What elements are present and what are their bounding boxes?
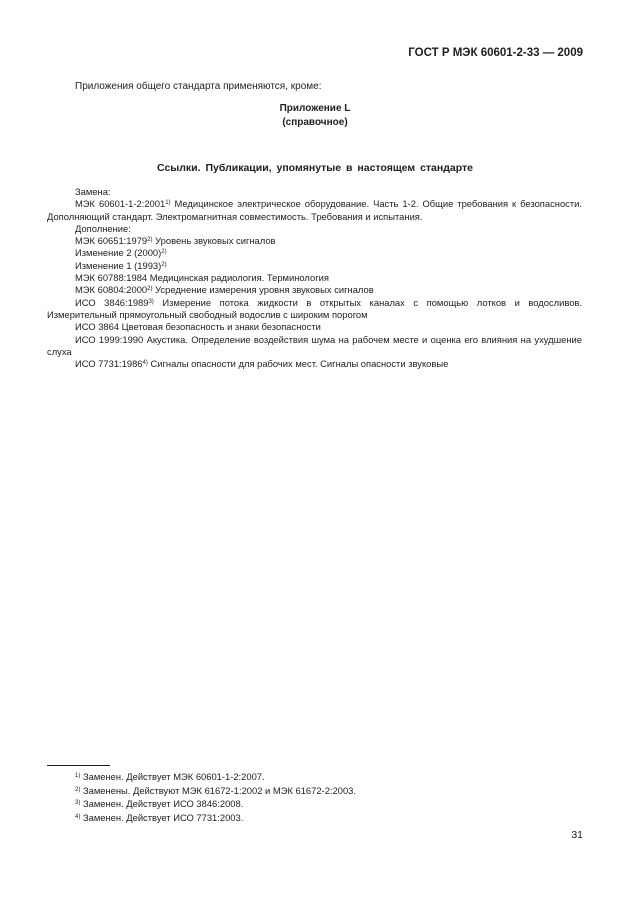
footnote: $^{2)}$ Заменены. Действуют МЭК 61672-1:2002 и МЭК 61672-2:2003. xyxy=(75,784,356,796)
references-title: Ссылки. Публикации, упомянутые в настоящем стандарте xyxy=(157,162,473,174)
footnote: $^{3)}$ Заменен. Действует ИСО 3846:2008. xyxy=(75,798,244,810)
reference-entry: МЭК 60651:1979$^{2)}$ Уровень звуковых сигналов xyxy=(75,235,276,247)
reference-entry: Дополнение: xyxy=(75,222,131,234)
appendix-heading xyxy=(0,102,630,130)
reference-entry: ИСО 7731:1986$^{4)}$ Сигналы опасности для рабочих мест. Сигналы опасности звуковые xyxy=(75,358,449,370)
reference-entry: МЭК 60788:1984 Медицинская радиология. Терминология xyxy=(75,272,329,284)
page-number: 31 xyxy=(571,829,583,841)
reference-entry: Замена: xyxy=(75,186,111,197)
appendix-title: Приложение L xyxy=(279,103,351,114)
reference-entry: МЭК 60601-1-2:2001$^{1)}$ Медицинское электрическое оборудование. Часть 1-2. Общие требования к безопасности. Дополняющий стандарт. Электромагнитная совместимость. Требования и испытания. xyxy=(47,198,582,222)
reference-entry: Изменение 1 $(1993)^{2)}$ xyxy=(75,259,167,271)
appendix-subtitle: (справочное) xyxy=(282,117,348,128)
footnote-divider xyxy=(47,765,110,766)
footnote: $^{4)}$ Заменен. Действует ИСО 7731:2003. xyxy=(75,811,244,823)
references-list xyxy=(47,186,582,370)
footnotes xyxy=(75,770,356,824)
standard-header: ГОСТ Р МЭК 60601-2-33 — 2009 xyxy=(408,47,583,59)
reference-entry: МЭК 60804:2000$^{2)}$ Усреднение измерения уровня звуковых сигналов xyxy=(75,284,374,296)
reference-entry: ИСО 3864 Цветовая безопасность и знаки безопасности xyxy=(75,321,321,333)
intro-text: Приложения общего стандарта применяются, кроме: xyxy=(75,81,322,92)
reference-entry: Изменение 2 $(2000)^{2)}$ xyxy=(75,247,167,259)
reference-entry: ИСО 1999:1990 Акустика. Определение воздействия шума на рабочем месте и оценка его влияния на ухудшение слуха xyxy=(47,333,582,357)
reference-entry: ИСО 3846:1989$^{3)}$ Измерение потока жидкости в открытых каналах с помощью лотков и водосливов. Измерительный прямоугольный свободный водослив с широким порогом xyxy=(47,296,582,320)
footnote: $^{1)}$ Заменен. Действует МЭК 60601-1-2:2007. xyxy=(75,771,265,782)
